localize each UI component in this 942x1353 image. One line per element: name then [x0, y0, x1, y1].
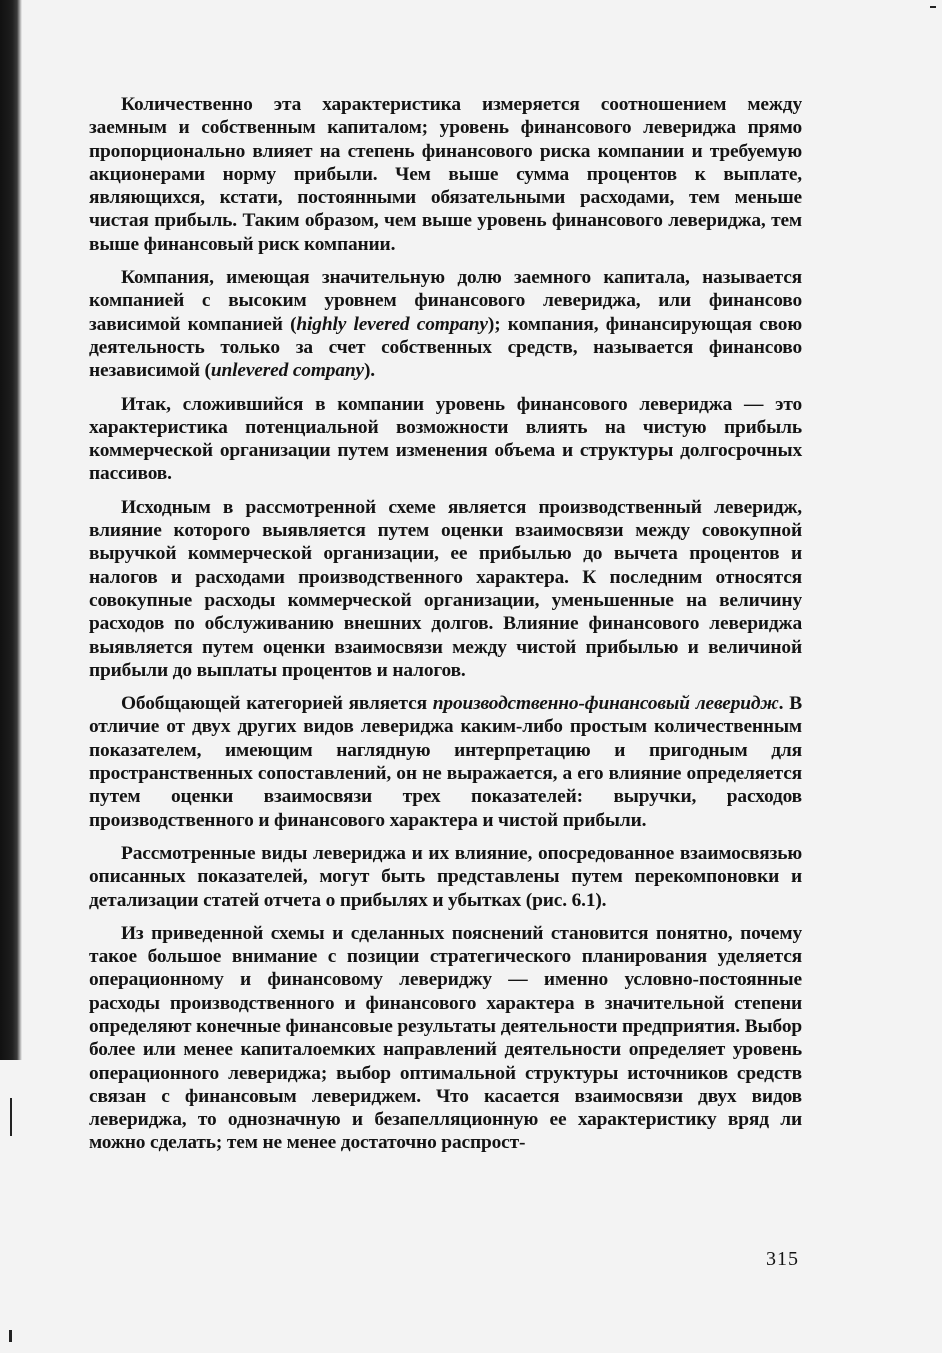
paragraph-text: Из приведенной схемы и сделанных пояснений становится понятно, почему такое большое внимание с позиции стратегического планирования уделяется операционному и финансовому левериджу — именно условно-постоянные расходы производственного и финансового характера в значительной степени определяют конечные финансовые результаты деятельности предприятия. Выбор более или менее капиталоемких направлений деятельности определяет уровень операционного левериджа; выбор оптимальной структуры источников средств связан с финансовым левериджем. Что касается взаимосвязи двух видов левериджа, то однозначную и безапелляционную ее характеристику вряд ли можно сделать; тем не менее достаточно распрост- — [89, 922, 802, 1154]
paragraph-strategic-planning — [89, 922, 802, 1155]
paragraph-leverage-types-figure-ref — [89, 842, 802, 912]
page-body — [89, 93, 802, 1165]
term-highly-levered-company: highly levered company — [296, 313, 488, 335]
term-unlevered-company: unlevered company — [210, 360, 364, 382]
page-number: 315 — [766, 1248, 799, 1270]
paragraph-text: Обобщающей категорией является — [121, 693, 433, 715]
paragraph-leverage-definition — [89, 393, 802, 486]
term-combined-leverage: производственно-финансовый леверидж — [432, 693, 779, 715]
paragraph-text: Исходным в рассмотренной схеме является производственный леверидж, влияние которого выявляется путем оценки взаимосвязи между совокупной выручкой коммерческой организации, ее прибылью до вычета процентов и налогов и расходами производственного характера. К последним относятся совокупные расходы коммерческой организации, уменьшенные на величину расходов по обслуживанию внешних долгов. Влияние финансового левериджа выявляется путем оценки взаимосвязи между чистой прибылью и величиной прибыли до выплаты процентов и налогов. — [89, 496, 802, 681]
scan-artifact-mark — [9, 1330, 12, 1342]
paragraph-text: Количественно эта характеристика измеряется соотношением между заемным и собственным капиталом; уровень финансового левериджа прямо пропорционально влияет на степень финансового риска компании и требуемую акционерами норму прибыли. Чем выше сумма процентов к выплате, являющихся, кстати, постоянными обязательными расходами, тем меньше чистая прибыль. Таким образом, чем выше уровень финансового левериджа, тем выше финансовый риск компании. — [89, 94, 802, 255]
paragraph-combined-leverage — [89, 692, 802, 832]
paragraph-text: . В отличие от двух других видов левериджа каким-либо простым количественным показателем, имеющим наглядную интерпретацию и пригодным для пространственных сопоставлений, он не выражается, а его влияние определяется путем оценки взаимосвязи трех показателей: выручки, расходов производственного и финансового характера и чистой прибыли. — [89, 693, 802, 831]
paragraph-text: Итак, сложившийся в компании уровень финансового левериджа — это характеристика потенциальной возможности влиять на чистую прибыль коммерческой организации путем изменения объема и структуры долгосрочных пассивов. — [89, 393, 802, 485]
paragraph-text: ). — [363, 360, 375, 382]
scan-binding-shadow — [0, 0, 22, 1060]
paragraph-levered-companies — [89, 266, 802, 382]
scan-artifact-mark — [10, 1098, 12, 1136]
paragraph-operating-leverage — [89, 496, 802, 682]
paragraph-text: Рассмотренные виды левериджа и их влияние, опосредованное взаимосвязью описанных показателей, могут быть представлены путем перекомпоновки и детализации статей отчета о прибылях и убытках (рис. 6.1). — [89, 842, 802, 911]
scan-artifact-mark — [930, 6, 936, 8]
paragraph-text: Компания, имеющая значительную долю заемного капитала, называется компанией с высоким уровнем финансового левериджа, или финансово зависимой компанией ( — [89, 267, 802, 335]
paragraph-financial-leverage-measure — [89, 93, 802, 256]
paragraph-text: ); компания, финансирующая свою деятельность только за счет собственных средств, называется финансово независимой ( — [89, 313, 802, 382]
